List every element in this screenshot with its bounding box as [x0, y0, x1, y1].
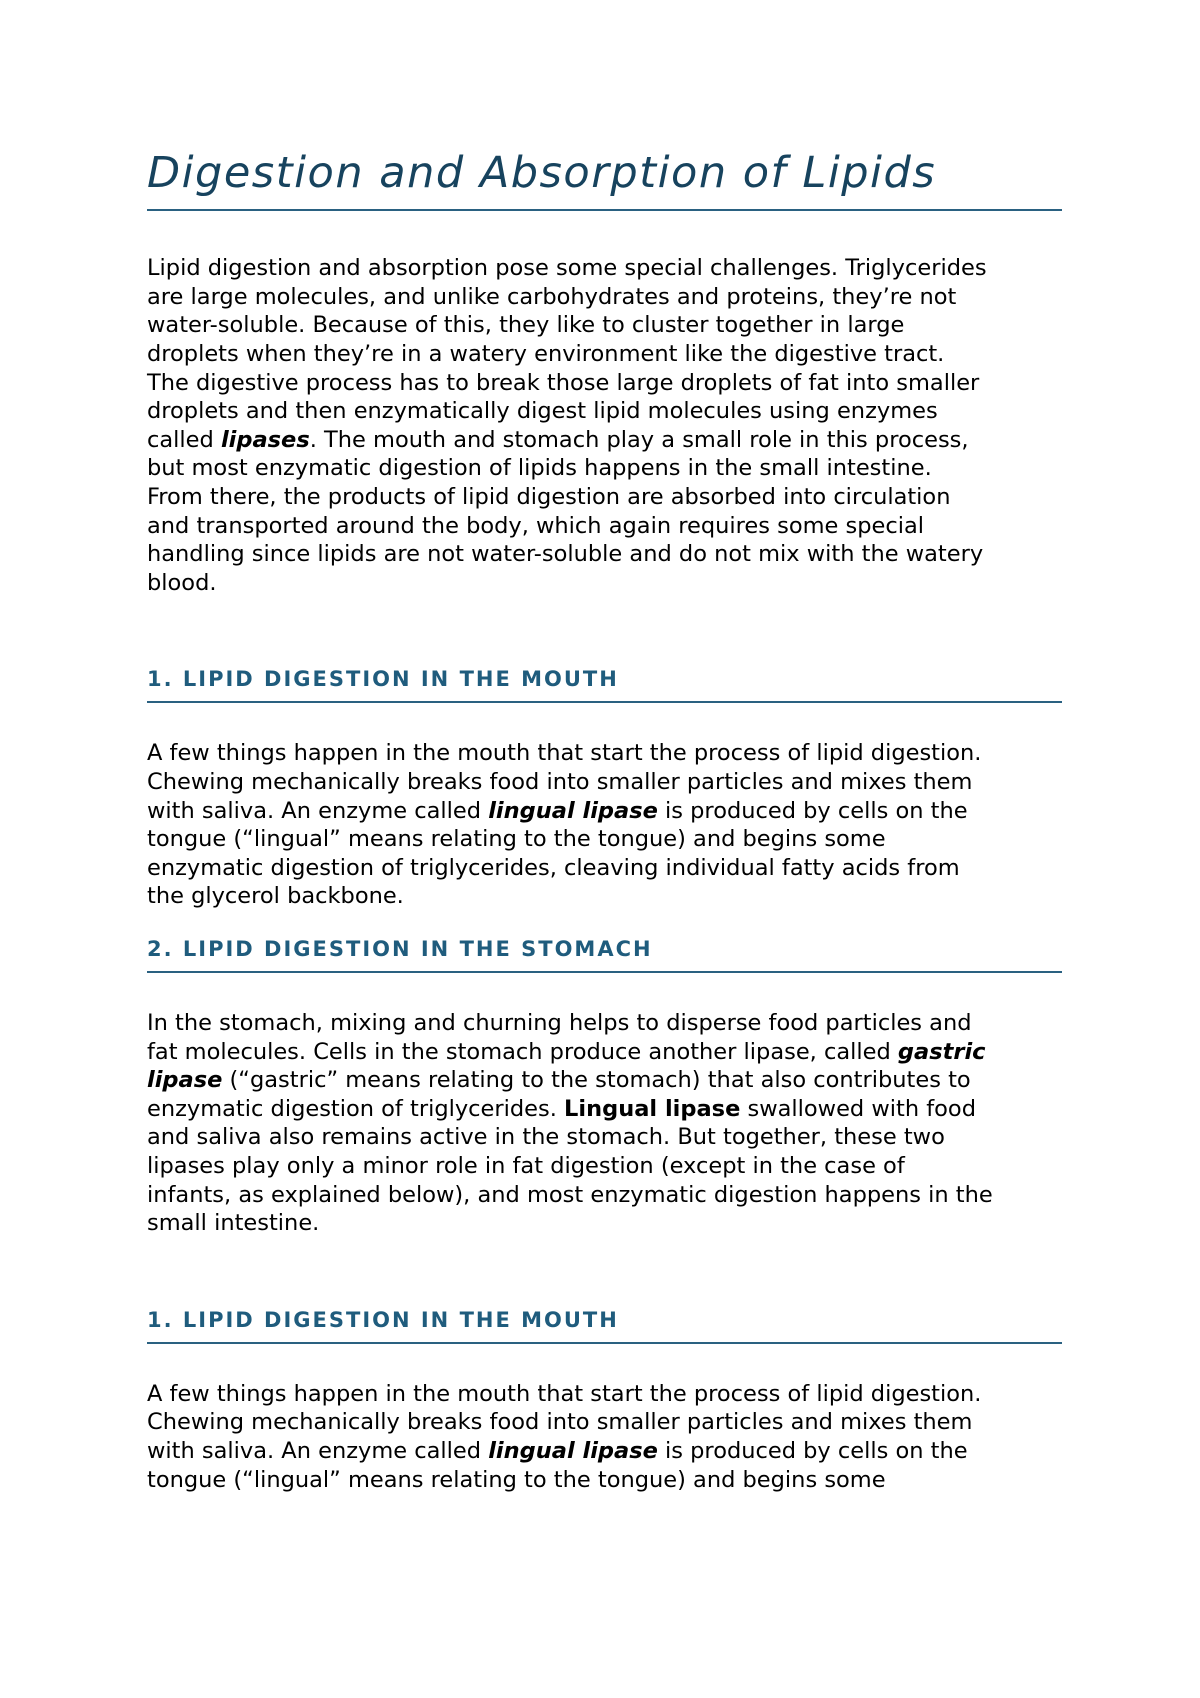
- text-line: infants, as explained below), and most enzymatic digestion happens in the: [147, 1181, 993, 1208]
- text-line: water-soluble. Because of this, they like to cluster together in large: [147, 312, 905, 339]
- term-lingual-lipase: lingual lipase: [488, 797, 658, 824]
- text-fragment: is produced by cells on the: [657, 1437, 968, 1464]
- text-line: droplets when they’re in a watery environment like the digestive tract.: [147, 341, 945, 368]
- text-line: In the stomach, mixing and churning helps to disperse food particles and: [147, 1009, 972, 1036]
- term-lipase: lipase: [147, 1067, 223, 1094]
- intro-paragraph: [147, 254, 1062, 597]
- text-line: small intestine.: [147, 1210, 320, 1237]
- text-fragment: . The mouth and stomach play a small role in this process,: [309, 426, 969, 453]
- term-lingual-lipase: lingual lipase: [488, 1437, 658, 1464]
- text-fragment: with saliva. An enzyme called: [147, 1437, 489, 1464]
- text-fragment: called: [147, 426, 221, 453]
- text-line: are large molecules, and unlike carbohydrates and proteins, they’re not: [147, 283, 957, 310]
- document-title: Digestion and Absorption of Lipids: [147, 150, 1062, 211]
- text-line: [147, 1038, 1062, 1067]
- text-fragment: fat molecules. Cells in the stomach produce another lipase, called: [147, 1038, 898, 1065]
- text-line: [147, 1437, 1062, 1466]
- text-line: Chewing mechanically breaks food into smaller particles and mixes them: [147, 1409, 973, 1436]
- section-stomach-paragraph: [147, 1009, 1062, 1238]
- text-line: handling since lipids are not water-soluble and do not mix with the watery: [147, 541, 984, 568]
- text-line: lipases play only a minor role in fat digestion (except in the case of: [147, 1152, 905, 1179]
- section-heading-stomach: 2. LIPID DIGESTION IN THE STOMACH: [147, 937, 1062, 973]
- text-line: A few things happen in the mouth that start the process of lipid digestion.: [147, 1380, 982, 1407]
- text-line: the glycerol backbone.: [147, 883, 404, 910]
- text-line: [147, 426, 1062, 455]
- text-line: [147, 797, 1062, 826]
- text-line: and saliva also remains active in the stomach. But together, these two: [147, 1124, 945, 1151]
- text-fragment: is produced by cells on the: [657, 797, 968, 824]
- text-line: [147, 1066, 1062, 1095]
- section-mouth-paragraph: [147, 739, 1062, 911]
- text-line: enzymatic digestion of triglycerides, cleaving individual fatty acids from: [147, 854, 960, 881]
- text-fragment: swallowed with food: [740, 1095, 976, 1122]
- text-line: The digestive process has to break those large droplets of fat into smaller: [147, 369, 980, 396]
- term-lingual-lipase-bold: Lingual lipase: [564, 1095, 741, 1122]
- term-gastric: gastric: [897, 1038, 986, 1065]
- text-fragment: with saliva. An enzyme called: [147, 797, 489, 824]
- text-fragment: enzymatic digestion of triglycerides.: [147, 1095, 565, 1122]
- text-line: [147, 1095, 1062, 1124]
- text-fragment: (“gastric” means relating to the stomach) that also contributes to: [222, 1067, 971, 1094]
- text-line: From there, the products of lipid digestion are absorbed into circulation: [147, 484, 951, 511]
- text-line: tongue (“lingual” means relating to the tongue) and begins some: [147, 826, 886, 853]
- text-line: droplets and then enzymatically digest lipid molecules using enzymes: [147, 398, 938, 425]
- text-line: Chewing mechanically breaks food into smaller particles and mixes them: [147, 769, 973, 796]
- text-line: blood.: [147, 569, 217, 596]
- section-heading-mouth: 1. LIPID DIGESTION IN THE MOUTH: [147, 667, 1062, 703]
- term-lipases: lipases: [220, 426, 310, 453]
- text-line: Lipid digestion and absorption pose some special challenges. Triglycerides: [147, 255, 987, 282]
- text-line: and transported around the body, which again requires some special: [147, 512, 925, 539]
- text-line: tongue (“lingual” means relating to the tongue) and begins some: [147, 1466, 886, 1493]
- text-line: but most enzymatic digestion of lipids happens in the small intestine.: [147, 455, 932, 482]
- section-mouth-repeat-paragraph: [147, 1380, 1062, 1494]
- text-line: A few things happen in the mouth that start the process of lipid digestion.: [147, 740, 982, 767]
- document-page: [147, 150, 1062, 1494]
- section-heading-mouth-repeat: 1. LIPID DIGESTION IN THE MOUTH: [147, 1308, 1062, 1344]
